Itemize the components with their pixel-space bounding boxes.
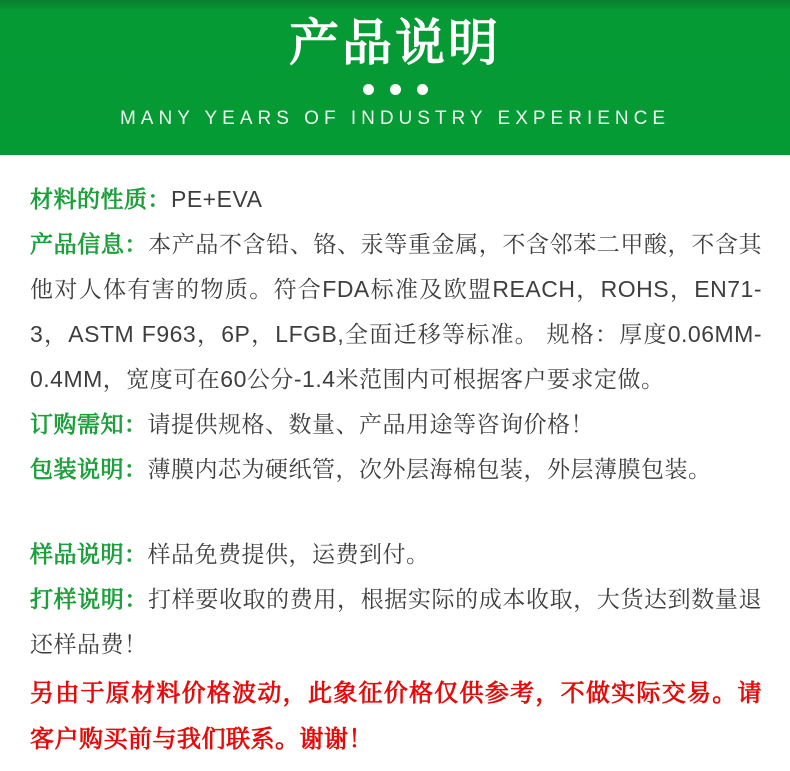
page-title: 产品说明 (289, 15, 501, 71)
product-specs (0, 155, 790, 763)
dot-icon (363, 84, 374, 95)
dot-icon (390, 84, 401, 95)
spec-proofing-label: 打样说明： (30, 586, 149, 612)
spec-order-notice (30, 402, 762, 447)
spec-product-info (30, 222, 762, 402)
price-disclaimer: 另由于原材料价格波动，此象征价格仅供参考，不做实际交易。请客户购买前与我们联系。谢谢！ (30, 680, 762, 753)
spec-product-info-label: 产品信息： (30, 231, 149, 257)
spec-sample-label: 样品说明： (30, 541, 148, 567)
spec-sample-text: 样品免费提供，运费到付。 (147, 541, 430, 567)
header-subtitle: MANY YEARS OF INDUSTRY EXPERIENCE (119, 108, 671, 129)
spec-packaging-label: 包装说明： (30, 456, 148, 482)
spec-proofing-text: 打样要收取的费用，根据实际的成本收取，大货达到数量退还样品费！ (30, 586, 763, 657)
spec-sample (30, 532, 762, 577)
divider-dots (355, 84, 436, 95)
spec-proofing (30, 577, 762, 667)
spec-packaging-text: 薄膜内芯为硬纸管，次外层海棉包装，外层薄膜包装。 (147, 456, 712, 482)
spec-order-notice-label: 订购需知： (30, 411, 148, 437)
spec-product-info-text: 本产品不含铅、铬、汞等重金属，不含邻苯二甲酸，不含其他对人体有害的物质。符合FDA标准及欧盟REACH，ROHS，EN71-3，ASTM F963，6P，LFGB,全面迁移等标准。 规格：厚度0.06MM-0.4MM，宽度可在60公分-1.4米范围内可根据客户要求定做。 (30, 231, 763, 392)
spec-material-label: 材料的性质： (30, 186, 171, 212)
spec-material-text: PE+EVA (171, 186, 263, 212)
spec-packaging (30, 447, 762, 492)
dot-icon (417, 84, 428, 95)
page-header (0, 0, 790, 155)
spec-order-notice-text: 请提供规格、数量、产品用途等咨询价格！ (147, 411, 594, 437)
spec-material (30, 177, 762, 222)
